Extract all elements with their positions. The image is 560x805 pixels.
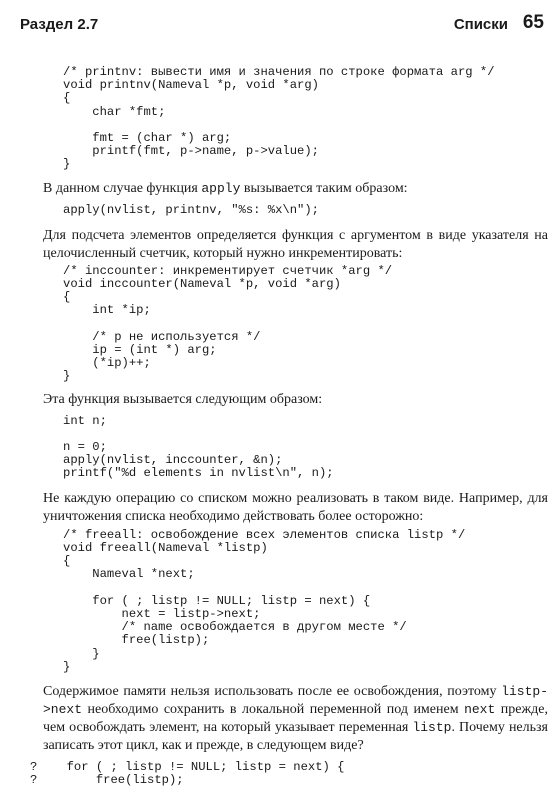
page-body bbox=[0, 60, 560, 787]
code-block-printnv: /* printnv: вывести имя и значения по строке формата arg */ void printnv(Nameval *p, void *arg) { char *fmt; fmt = (char *) arg; printf(fmt, p->name, p->value); } bbox=[63, 65, 495, 172]
chapter-title: Списки bbox=[453, 16, 508, 33]
inline-code: listp->next bbox=[43, 683, 548, 717]
inline-code: next bbox=[464, 701, 496, 717]
para-text: Содержимое памяти нельзя использовать после ее освобождения, поэтому bbox=[43, 683, 502, 699]
paragraph-call-intro: Эта функция вызывается следующим образом: bbox=[43, 391, 323, 407]
para-text: вызывается таким образом: bbox=[240, 180, 408, 196]
section-label: Раздел 2.7 bbox=[20, 16, 99, 33]
code-block-apply-inccounter: int n; n = 0; apply(nvlist, inccounter, &n); printf("%d elements in nvlist\n", n); bbox=[63, 413, 334, 481]
paragraph-freeall-intro: Не каждую операцию со списком можно реализовать в таком виде. Например, для уничтожения списка необходимо действовать более осторожно: bbox=[43, 490, 548, 524]
code-block-freeall: /* freeall: освобождение всех элементов списка listp */ void freeall(Nameval *listp) { Nameval *next; for ( ; listp != NULL; listp = next) { next = listp->next; /* name освобождается в другом месте */ free(listp); } } bbox=[63, 527, 466, 674]
para-text: В данном случае функция bbox=[43, 180, 202, 196]
paragraph-counter-intro: Для подсчета элементов определяется функция с аргументом в виде указателя на целочисленный счетчик, который нужно инкрементировать: bbox=[43, 227, 548, 261]
para-text: необходимо сохранить в локальной переменной под именем bbox=[82, 701, 465, 717]
para-text: прежде, чем освобождать элемент, на который указывает переменная bbox=[43, 701, 549, 735]
paragraph-memory-note bbox=[43, 683, 548, 755]
page-number: 65 bbox=[522, 12, 544, 33]
inline-code: apply bbox=[201, 180, 241, 196]
paragraph-apply-call bbox=[43, 180, 548, 198]
page-header bbox=[0, 0, 560, 40]
code-block-apply-printnv: apply(nvlist, printnv, "%s: %x\n"); bbox=[63, 202, 319, 217]
code-block-inccounter: /* inccounter: инкрементирует счетчик *arg */ void inccounter(Nameval *p, void *arg) { int *ip; /* p не используется */ ip = (int *) arg; (*ip)++; } bbox=[63, 263, 393, 384]
inline-code: listp bbox=[412, 719, 452, 735]
code-block-wrong-loop: ? for ( ; listp != NULL; listp = next) { ? free(listp); bbox=[30, 759, 345, 788]
para-text: . Почему нельзя записать этот цикл, как и прежде, в следующем виде? bbox=[43, 719, 548, 753]
